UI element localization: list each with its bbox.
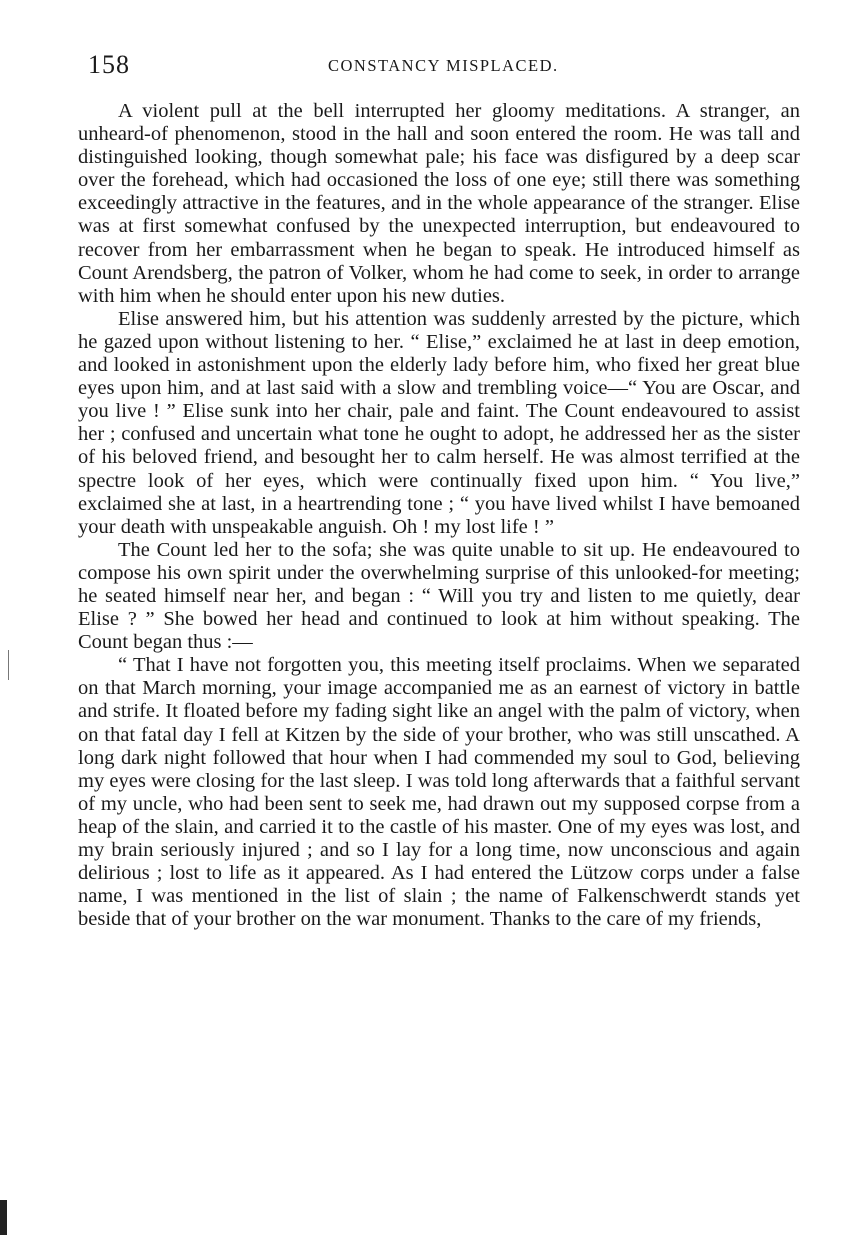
- paragraph: Elise answered him, but his attention was suddenly arrested by the picture, which he gazed upon without listening to her. “ Elise,” exclaimed he at last in deep emotion, and looked in astonishment upon the elderly lady before him, who fixed her great blue eyes upon him, and at last said with a slow and trembling voice—“ You are Oscar, and you live ! ” Elise sunk into her chair, pale and faint. The Count endeavoured to assist her ; confused and uncertain what tone he ought to adopt, he addressed her as the sister of his beloved friend, and besought her to calm herself. He was almost terrified at the spectre look of her eyes, which were continually fixed upon him. “ You live,” exclaimed she at last, in a heartrending tone ; “ you have lived whilst I have bemoaned your death with unspeakable anguish. Oh ! my lost life ! ”: [78, 307, 800, 538]
- page-header: [88, 50, 802, 80]
- paragraph: “ That I have not forgotten you, this meeting itself proclaims. When we separated on that March morning, your image accompanied me as an earnest of victory in battle and strife. It floated before my fading sight like an angel with the palm of victory, when on that fatal day I fell at Kitzen by the side of your brother, who was still unscathed. A long dark night followed that hour when I had commended my soul to God, believing my eyes were closing for the last sleep. I was told long afterwards that a faithful servant of my uncle, who had been sent to seek me, had drawn out my supposed corpse from a heap of the slain, and carried it to the castle of his master. One of my eyes was lost, and my brain seriously injured ; and so I lay for a long time, now unconscious and again delirious ; lost to life as it appeared. As I had entered the Lützow corps under a false name, I was mentioned in the list of slain ; the name of Falkenschwerdt stands yet beside that of your brother on the war monument. Thanks to the care of my friends,: [78, 654, 800, 931]
- paragraph: A violent pull at the bell interrupted her gloomy meditations. A stranger, an unheard-of phenomenon, stood in the hall and soon entered the room. He was tall and distinguished looking, though somewhat pale; his face was disfigured by a deep scar over the forehead, which had occasioned the loss of one eye; still there was something exceedingly attractive in the features, and in the whole appearance of the stranger. Elise was at first somewhat confused by the unexpected interruption, but endeavoured to recover from her embarrassment when he began to speak. He introduced himself as Count Arendsberg, the patron of Volker, whom he had come to seek, in order to arrange with him when he should enter upon his new duties.: [78, 100, 800, 307]
- margin-mark: [8, 650, 9, 680]
- running-head: CONSTANCY MISPLACED.: [328, 56, 559, 75]
- body-text: [78, 100, 800, 931]
- paragraph: The Count led her to the sofa; she was quite unable to sit up. He endeavoured to compose his own spirit under the overwhelming surprise of this unlooked-for meeting; he seated himself near her, and began : “ Will you try and listen to me quietly, dear Elise ? ” She bowed her head and continued to look at him without speaking. The Count began thus :—: [78, 538, 800, 654]
- page-edge-shadow: [0, 1200, 7, 1235]
- page-number: 158: [88, 50, 130, 79]
